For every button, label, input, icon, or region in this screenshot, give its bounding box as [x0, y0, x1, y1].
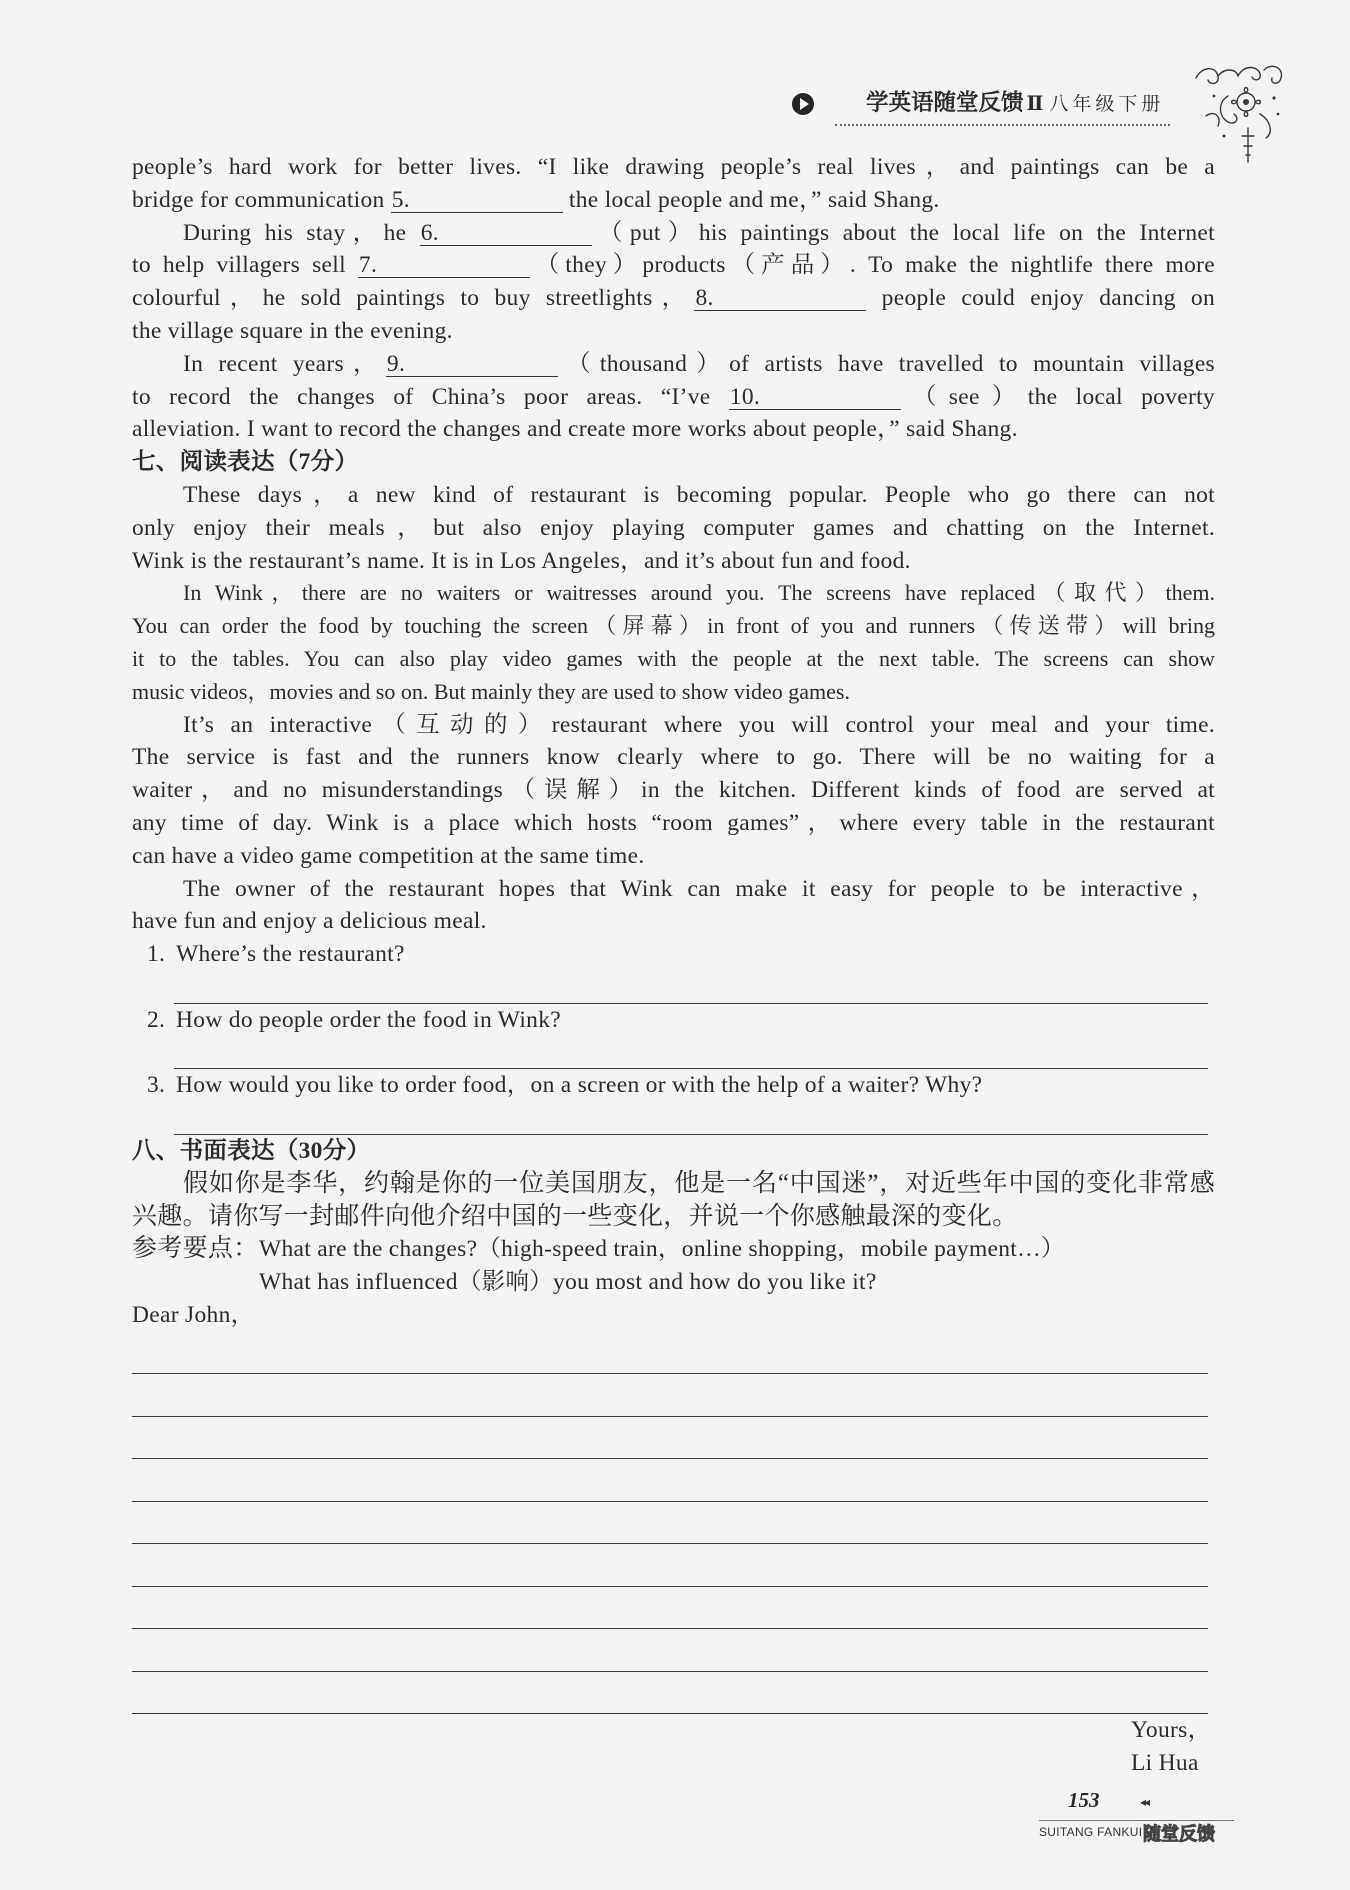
text-line [132, 807, 1215, 840]
text-run: It’s an interactive（互动的）restaurant where you will control your meal and your time. [183, 711, 1215, 738]
reading-paragraph [132, 479, 1215, 577]
play-circle-icon [792, 93, 814, 115]
text-run: You can order the food by touching the screen（屏幕）in front of you and runners（传送带）will bring [132, 613, 1215, 639]
brand-logo-text: 随堂反馈 [1143, 1824, 1215, 1844]
page-content [132, 151, 1215, 1780]
question-label: How would you like to order food，on a screen or with the help of a waiter? Why? [176, 1072, 983, 1099]
question-number: 3. [147, 1072, 166, 1099]
fill-in-blank [358, 253, 530, 278]
text-run: to help villagers sell [132, 252, 358, 279]
text-line [132, 774, 1215, 807]
question-text [132, 1004, 1215, 1037]
text-run: Wink is the restaurant’s name. It is in Los Angeles，and it’s about fun and food. [132, 547, 911, 574]
cloze-paragraph [132, 151, 1215, 217]
text-line [132, 676, 1215, 709]
text-run: music videos，movies and so on. But mainly they are used to show video games. [132, 678, 850, 704]
question-label: How do people order the food in Wink? [176, 1006, 561, 1033]
writing-line [132, 1374, 1208, 1417]
blank-number: 6. [420, 219, 439, 246]
answer-line [174, 1102, 1208, 1135]
blank-number: 7. [358, 252, 378, 279]
text-line [132, 1201, 1215, 1234]
cloze-passage [132, 151, 1215, 446]
text-line [132, 249, 1215, 282]
question-item [132, 1069, 1215, 1135]
question-number: 2. [147, 1006, 166, 1033]
writing-line [132, 1629, 1208, 1672]
text-run: can have a video game competition at the same time. [132, 842, 645, 869]
text-line [132, 217, 1215, 250]
question-number: 1. [147, 941, 166, 968]
reading-paragraph [132, 709, 1215, 873]
text-line [132, 184, 1215, 217]
text-run: waiter，and no misunderstandings（误解）in the kitchen. Different kinds of food are served at [132, 777, 1215, 804]
text-run: it to the tables. You can also play video games with the people at the next table. The screens can show [132, 645, 1215, 671]
text-run: 假如你是李华，约翰是你的一位美国朋友，他是一名“中国迷”，对近些年中国的变化非常感 [183, 1169, 1215, 1197]
reference-points [132, 1233, 1215, 1299]
text-line [132, 709, 1215, 742]
writing-line [132, 1502, 1208, 1545]
text-line [132, 741, 1215, 774]
text-run: colourful，he sold paintings to buy streetlights， [132, 285, 695, 312]
grade-label: 八年级下册 [1049, 94, 1165, 115]
fill-in-blank [386, 352, 558, 377]
letter-closing [132, 1714, 1215, 1780]
text-run: to record the changes of China’s poor areas. “I’ve [132, 383, 729, 410]
blank-number: 5. [391, 186, 410, 213]
text-line [132, 413, 1215, 446]
text-line [132, 1168, 1215, 1201]
writing-line [132, 1332, 1208, 1375]
question-item [132, 938, 1215, 1004]
reference-point: What has influenced（影响）you most and how do you like it? [259, 1269, 877, 1296]
blank-number: 10. [729, 383, 761, 410]
text-run: bridge for communication [132, 186, 391, 213]
text-run: These days，a new kind of restaurant is becoming popular. People who go there can not [183, 481, 1215, 508]
question-item [132, 1004, 1215, 1070]
text-line [132, 545, 1215, 578]
section-title: 七、阅读表达（7分） [132, 449, 359, 476]
text-run: the village square in the evening. [132, 317, 453, 344]
text-run: （put）his paintings about the local life on the Internet [591, 219, 1215, 246]
text-run: The owner of the restaurant hopes that Wink can make it easy for people to be interactive， [183, 875, 1215, 902]
fill-in-blank [694, 286, 866, 311]
text-run: In recent years， [183, 350, 386, 377]
question-text [132, 1069, 1215, 1102]
page-number: 153 [1068, 1788, 1100, 1812]
text-line [132, 381, 1215, 414]
letter-salutation: Dear John， [132, 1301, 255, 1328]
text-line [132, 610, 1215, 643]
closing-phrase: Yours， [1131, 1717, 1212, 1744]
fill-in-blank [729, 385, 901, 410]
question-text [132, 938, 1215, 971]
text-line [132, 512, 1215, 545]
text-run: people could enjoy dancing on [866, 285, 1215, 312]
blank-number: 9. [386, 350, 406, 377]
text-line [132, 873, 1215, 906]
writing-line [132, 1459, 1208, 1502]
book-title: 学英语随堂反馈 [866, 90, 1024, 115]
writing-section [132, 1135, 1215, 1780]
text-run: only enjoy their meals，but also enjoy playing computer games and chatting on the Internet. [132, 514, 1215, 541]
cloze-paragraph [132, 217, 1215, 348]
writing-line [132, 1587, 1208, 1630]
section-title: 八、书面表达（30分） [132, 1137, 371, 1164]
answer-line [174, 1037, 1208, 1070]
series-mark: Ⅱ [1026, 93, 1044, 115]
text-run: During his stay，he [183, 219, 420, 246]
text-run: In Wink，there are no waiters or waitresses around you. The screens have replaced（取代）them. [183, 580, 1215, 606]
text-run: the local people and me，” said Shang. [562, 186, 940, 213]
text-run: people’s hard work for better lives. “I like drawing people’s real lives，and paintings can be a [132, 154, 1215, 180]
text-line [132, 282, 1215, 315]
reading-paragraph [132, 577, 1215, 708]
header-dotted-rule [835, 124, 1170, 126]
writing-prompt [132, 1168, 1215, 1234]
text-line [132, 905, 1215, 938]
text-run: have fun and enjoy a delicious meal. [132, 908, 487, 935]
answer-line [174, 971, 1208, 1004]
writing-line [132, 1417, 1208, 1460]
text-run: 兴趣。请你写一封邮件向他介绍中国的一些变化，并说一个你感触最深的变化。 [132, 1202, 1018, 1230]
fill-in-blank [420, 221, 592, 246]
text-run: alleviation. I want to record the changes and create more works about people，” said Shang. [132, 416, 1018, 443]
text-line [132, 315, 1215, 348]
text-run: （see）the local poverty [900, 383, 1215, 410]
reading-paragraph [132, 873, 1215, 939]
writing-lines [132, 1332, 1215, 1715]
question-label: Where’s the restaurant? [176, 941, 405, 968]
reference-points-label: 参考要点： [132, 1235, 259, 1263]
double-left-arrow-icon: ◂◂ [1140, 1795, 1149, 1809]
text-line [132, 479, 1215, 512]
writing-line [132, 1672, 1208, 1715]
running-header [866, 88, 1164, 118]
text-line [132, 151, 1215, 184]
signature: Li Hua [1131, 1749, 1199, 1776]
text-run: （they）products（产品）. To make the nightlife there more [529, 252, 1215, 279]
text-run: any time of day. Wink is a place which hosts “room games”，where every table in the restaurant [132, 809, 1215, 836]
text-line [132, 577, 1215, 610]
text-run: （thousand）of artists have travelled to mountain villages [557, 350, 1215, 377]
cloze-paragraph [132, 348, 1215, 446]
text-line [132, 643, 1215, 676]
reference-point: What are the changes?（high-speed train，online shopping，mobile payment…） [259, 1236, 1065, 1263]
reading-section [132, 446, 1215, 1135]
text-run: The service is fast and the runners know clearly where to go. There will be no waiting for a [132, 744, 1215, 771]
writing-line [132, 1544, 1208, 1587]
brand-pinyin: SUITANG FANKUI [1039, 1825, 1143, 1839]
text-line [132, 348, 1215, 381]
blank-number: 8. [695, 285, 714, 312]
floral-ornament-icon [1188, 56, 1288, 166]
reference-points-list [259, 1233, 1215, 1299]
text-line [132, 840, 1215, 873]
fill-in-blank [391, 188, 563, 213]
